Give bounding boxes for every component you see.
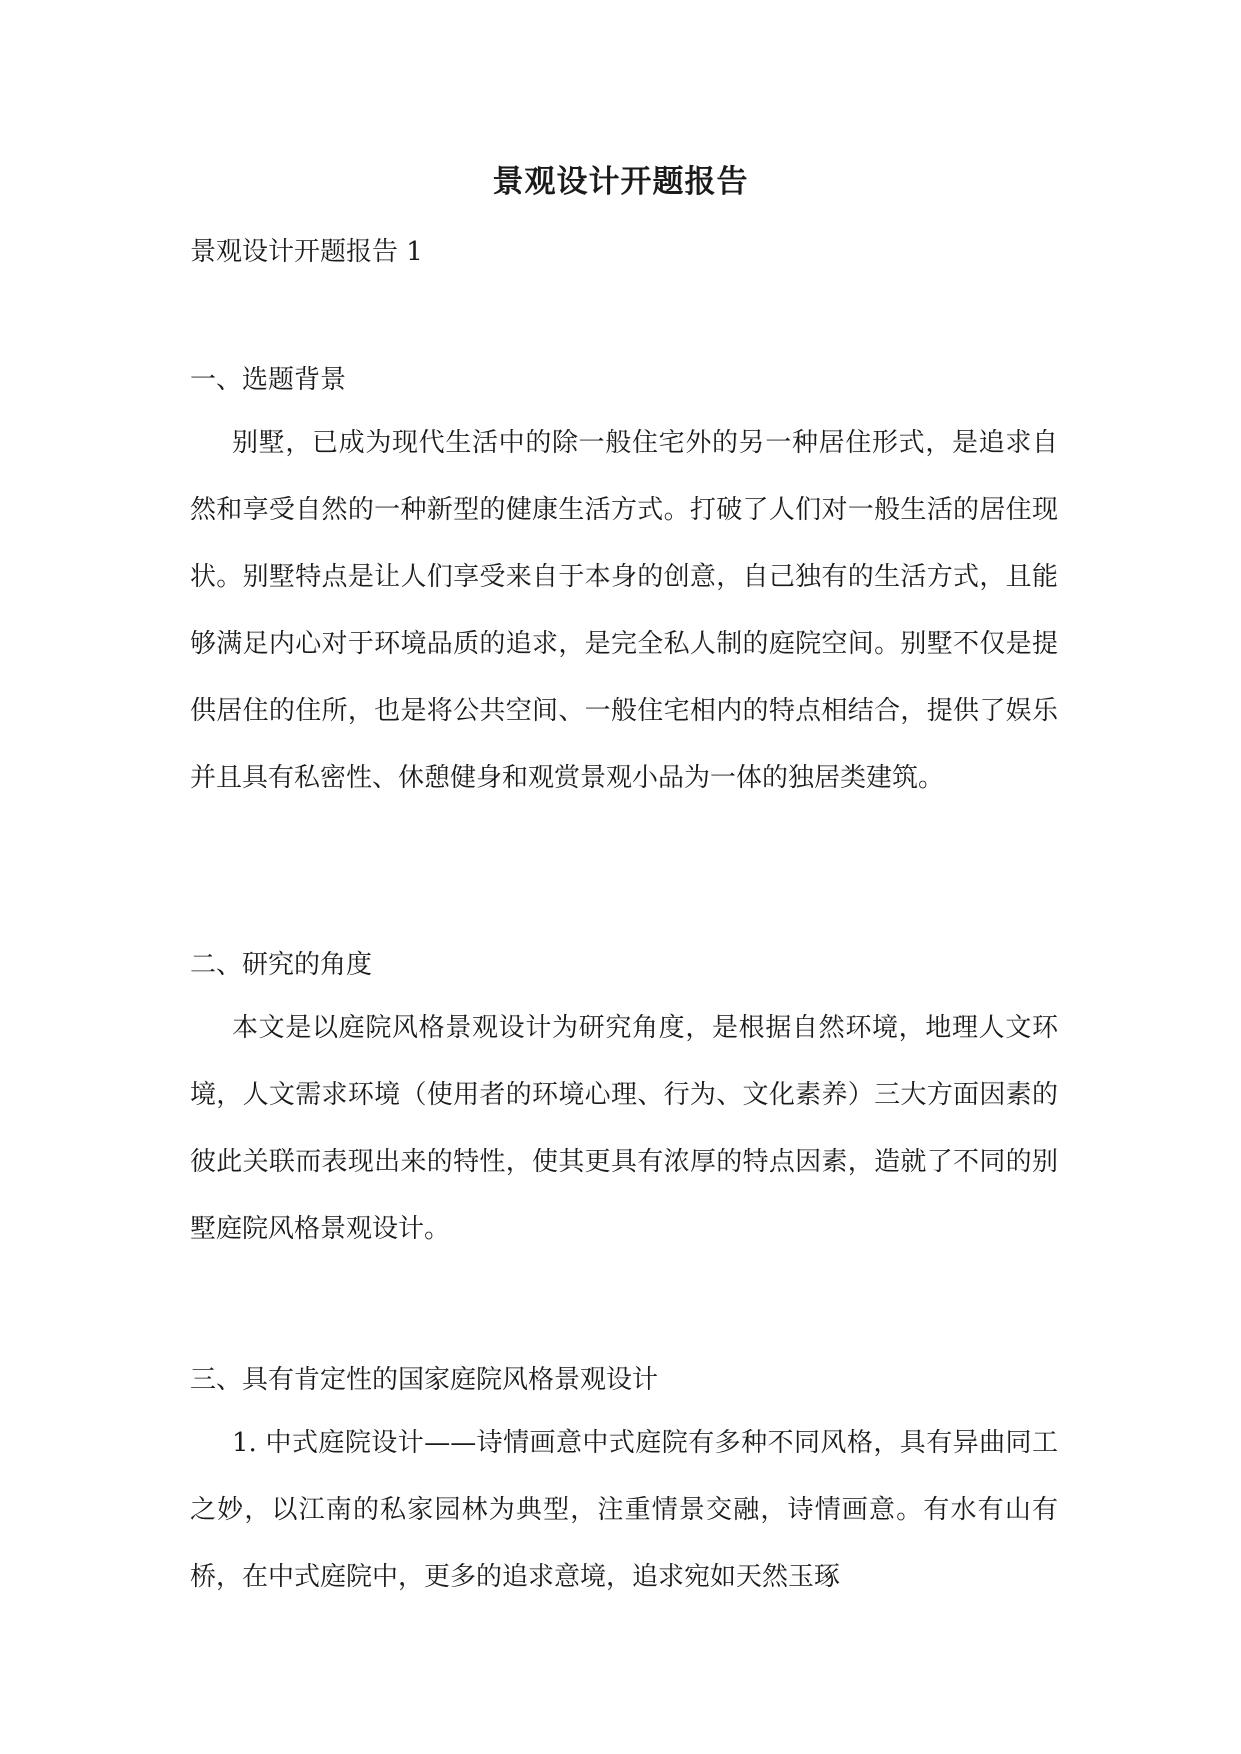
section-paragraph-background: 别墅，已成为现代生活中的除一般住宅外的另一种居住形式，是追求自然和享受自然的一种新型的健康生活方式。打破了人们对一般生活的居住现状。别墅特点是让人们享受来自于本身的创意，自己独有的生活方式，且能够满足内心对于环境品质的追求，是完全私人制的庭院空间。别墅不仅是提供居住的住所，也是将公共空间、一般住宅相内的特点相结合，提供了娱乐并且具有私密性、休憩健身和观赏景观小品为一体的独居类建筑。: [190, 428, 1058, 793]
section-paragraph-research-angle: 本文是以庭院风格景观设计为研究角度，是根据自然环境，地理人文环境，人文需求环境（使用者的环境心理、行为、文化素养）三大方面因素的彼此关联而表现出来的特性，使其更具有浓厚的特点因素，造就了不同的别墅庭院风格景观设计。: [190, 1013, 1058, 1244]
section-paragraph-garden-styles: 1. 中式庭院设计——诗情画意中式庭院有多种不同风格，具有异曲同工之妙，以江南的私家园林为典型，注重情景交融，诗情画意。有水有山有桥，在中式庭院中，更多的追求意境，追求宛如天然玉琢: [190, 1428, 1058, 1592]
section-heading-background: 一、选题背景: [190, 365, 347, 395]
document-title: 景观设计开题报告: [492, 164, 749, 200]
section-heading-garden-styles: 三、具有肯定性的国家庭院风格景观设计: [190, 1365, 659, 1395]
section-heading-research-angle: 二、研究的角度: [190, 950, 373, 980]
document-subtitle: 景观设计开题报告 1: [190, 237, 423, 267]
